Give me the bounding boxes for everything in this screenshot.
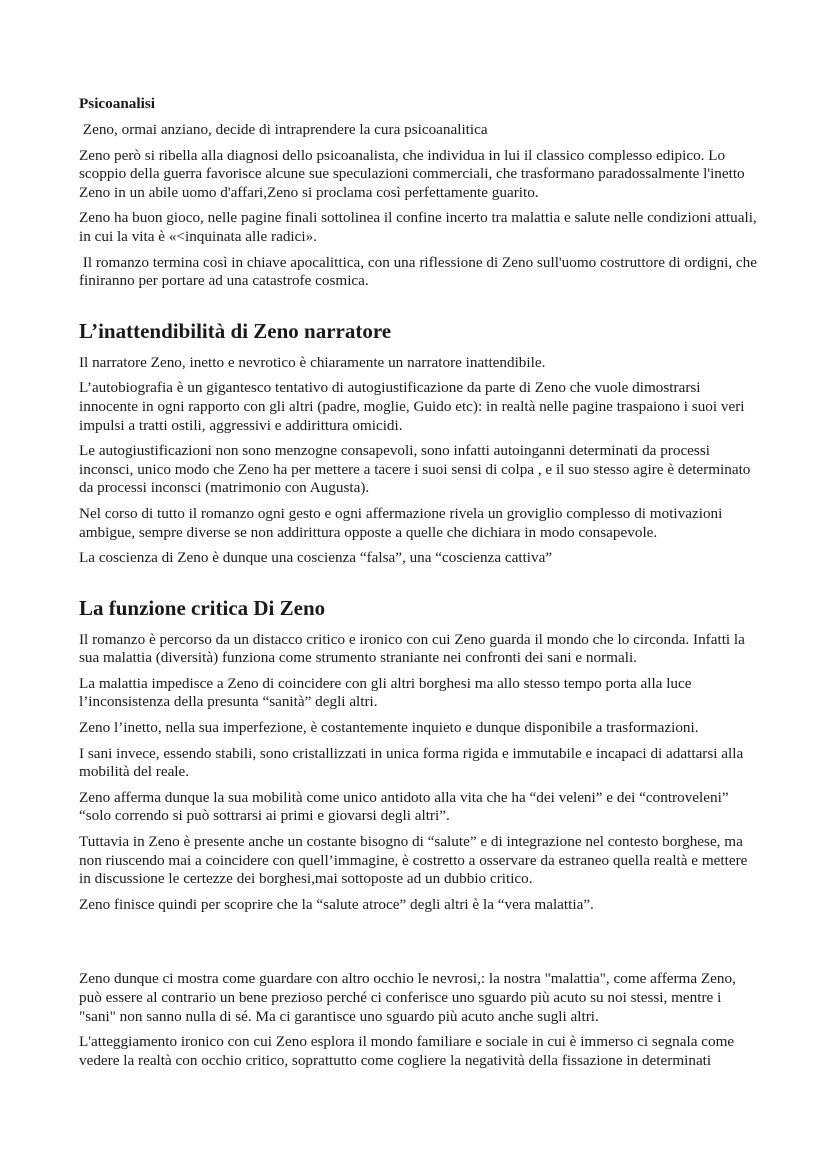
section-title-psicoanalisi: Psicoanalisi xyxy=(79,95,155,112)
paragraph: Zeno però si ribella alla diagnosi dello psicoanalista, che individua in lui il classico complesso edipico. Lo scoppio della guerra favorisce alcune sue speculazioni commerciali, che trasformano paradossalmente l'inetto Zeno in un abile uomo d'affari,Zeno si proclama così perfettamente guarito. xyxy=(79,146,745,201)
paragraph: Zeno afferma dunque la sua mobilità come unico antidoto alla vita che ha “dei veleni” e dei “controveleni” “solo correndo si può sottrarsi ai primi e giovarsi degli altri”. xyxy=(79,788,729,825)
paragraph: Zeno ha buon gioco, nelle pagine finali sottolinea il confine incerto tra malattia e salute nelle condizioni attuali, in cui la vita è «<inquinata alle radici». xyxy=(79,209,757,245)
paragraph: La coscienza di Zeno è dunque una coscienza “falsa”, una “coscienza cattiva” xyxy=(79,549,553,567)
spacer xyxy=(79,921,759,970)
paragraph: Zeno finisce quindi per scoprire che la “salute atroce” degli altri è la “vera malattia”. xyxy=(79,895,594,913)
paragraph: Il romanzo è percorso da un distacco critico e ironico con cui Zeno guarda il mondo che lo circonda. Infatti la sua malattia (diversità) funziona come strumento straniante nei confronti dei sani e normali. xyxy=(79,630,745,667)
paragraph: Zeno dunque ci mostra come guardare con altro occhio le nevrosi,: la nostra "malattia", come afferma Zeno, può essere al contrario un bene prezioso perché ci conferisce uno sguardo più acuto su noi stessi, mentre i "sani" non sanno nulla di sé. Ma ci garantisce uno sguardo più acuto anche sugli altri. xyxy=(79,970,736,1025)
paragraph: L'atteggiamento ironico con cui Zeno esplora il mondo familiare e sociale in cui è immerso ci segnala come vedere la realtà con occhio critico, soprattutto come cogliere la negatività della fissazione in determinati xyxy=(79,1033,735,1069)
paragraph: La malattia impedisce a Zeno di coincidere con gli altri borghesi ma allo stesso tempo porta alla luce l’inconsistenza della presunta “sanità” degli altri. xyxy=(79,674,692,711)
paragraph: Zeno, ormai anziano, decide di intraprendere la cura psicoanalitica xyxy=(79,121,488,138)
section-heading-funzione-critica: La funzione critica Di Zeno xyxy=(79,595,326,620)
section-heading-inattendibilita: L’inattendibilità di Zeno narratore xyxy=(79,318,392,343)
paragraph: L’autobiografia è un gigantesco tentativo di autogiustificazione da parte di Zeno che vuole dimostrarsi innocente in ogni rapporto con gli altri (padre, moglie, Guido etc): in realtà nelle pagine traspaiono i suoi veri impulsi a tratti ostili, aggressivi e addirittura omicidi. xyxy=(79,379,745,434)
paragraph: Le autogiustificazioni non sono menzogne consapevoli, sono infatti autoinganni determinati da processi inconsci, unico modo che Zeno ha per mettere a tacere i suoi sensi di colpa , e il suo stesso agire è determinato da processi inconsci (matrimonio con Augusta). xyxy=(79,442,751,497)
paragraph: Il romanzo termina così in chiave apocalittica, con una riflessione di Zeno sull'uomo costruttore di ordigni, che finiranno per portare ad una catastrofe cosmica. xyxy=(79,253,761,290)
paragraph: Tuttavia in Zeno è presente anche un costante bisogno di “salute” e di integrazione nel contesto borghese, ma non riuscendo mai a coincidere con quell’immagine, è costretto a osservare da estraneo quella realtà e mettere in discussione le certezze dei borghesi,mai sottoposte ad un dubbio critico. xyxy=(79,833,748,888)
paragraph: I sani invece, essendo stabili, sono cristallizzati in unica forma rigida e immutabile e incapaci di adattarsi alla mobilità del reale. xyxy=(79,744,744,781)
paragraph: Il narratore Zeno, inetto e nevrotico è chiaramente un narratore inattendibile. xyxy=(79,353,546,371)
document-page xyxy=(79,95,759,1077)
paragraph: Nel corso di tutto il romanzo ogni gesto e ogni affermazione rivela un groviglio complesso di motivazioni ambigue, sempre diverse se non addirittura opposte a quelle che dichiara in modo consapevole. xyxy=(79,504,723,541)
paragraph: Zeno l’inetto, nella sua imperfezione, è costantemente inquieto e dunque disponibile a trasformazioni. xyxy=(79,719,699,737)
